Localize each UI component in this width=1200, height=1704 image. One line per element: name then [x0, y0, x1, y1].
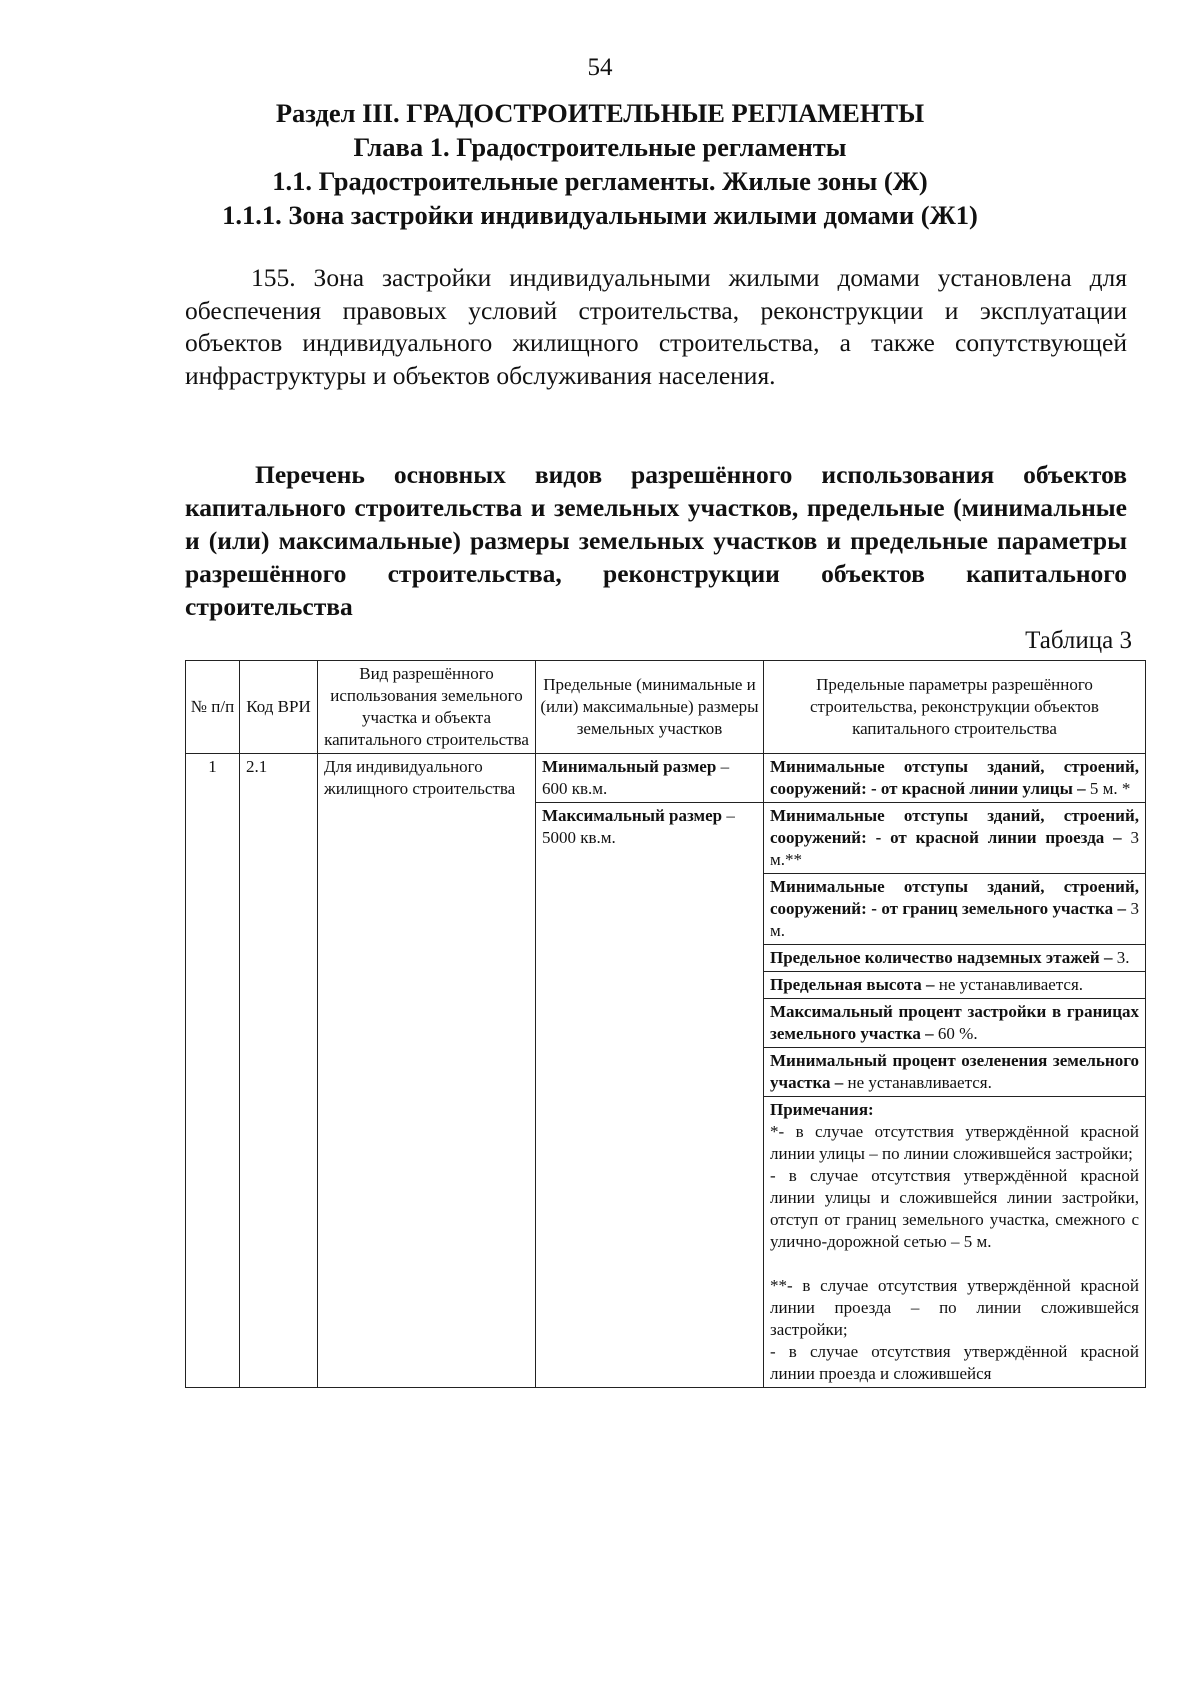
table-row — [186, 754, 1146, 803]
header-code: Код ВРИ — [240, 661, 318, 754]
regulations-table — [185, 660, 1146, 1388]
header-parameters: Предельные параметры разрешённого строительства, реконструкции объектов капитального строительства — [764, 661, 1146, 754]
cell-param-height: Предельная высота – не устанавливается. — [764, 972, 1146, 999]
header-usage-type: Вид разрешённого использования земельного участка и объекта капитального строительства — [318, 661, 536, 754]
cell-number: 1 — [186, 754, 240, 1388]
cell-param-coverage: Максимальный процент застройки в границах земельного участка – 60 %. — [764, 999, 1146, 1048]
section-headings — [0, 96, 1200, 232]
cell-param-setback-passage: Минимальные отступы зданий, строений, сооружений: - от красной линии проезда – 3 м.** — [764, 803, 1146, 874]
cell-size-max: Максимальный размер – 5000 кв.м. — [536, 803, 764, 1388]
note-line: *- в случае отсутствия утверждённой красной линии улицы – по линии сложившейся застройки; — [770, 1122, 1139, 1163]
cell-param-setback-plot: Минимальные отступы зданий, строений, сооружений: - от границ земельного участка – 3 м. — [764, 874, 1146, 945]
section-title: Раздел III. ГРАДОСТРОИТЕЛЬНЫЕ РЕГЛАМЕНТЫ — [275, 98, 925, 128]
header-plot-size: Предельные (минимальные и (или) максимальные) размеры земельных участков — [536, 661, 764, 754]
cell-code: 2.1 — [240, 754, 318, 1388]
cell-param-setback-street: Минимальные отступы зданий, строений, сооружений: - от красной линии улицы – 5 м. * — [764, 754, 1146, 803]
cell-size-min: Минимальный размер – 600 кв.м. — [536, 754, 764, 803]
cell-param-floors: Предельное количество надземных этажей – 3. — [764, 945, 1146, 972]
table-label: Таблица 3 — [1025, 627, 1132, 654]
zone-title: 1.1.1. Зона застройки индивидуальными жилыми домами (Ж1) — [222, 200, 978, 230]
zone-description-paragraph: 155. Зона застройки индивидуальными жилыми домами установлена для обеспечения правовых условий строительства, реконструкции и эксплуатации объектов индивидуального жилищного строительства, а также сопутствующей инфраструктуры и объектов обслуживания населения. — [185, 263, 1127, 390]
table-header-row — [186, 661, 1146, 754]
notes-title: Примечания: — [770, 1100, 874, 1119]
chapter-title: Глава 1. Градостроительные регламенты — [353, 132, 847, 162]
cell-param-greening: Минимальный процент озеленения земельного участка – не устанавливается. — [764, 1048, 1146, 1097]
subsection-title: 1.1. Градостроительные регламенты. Жилые зоны (Ж) — [272, 166, 928, 196]
list-title: Перечень основных видов разрешённого использования объектов капитального строительства и земельных участков, предельные (минимальные и (или) максимальные) размеры земельных участков и предельные параметры разрешённого строительства, реконструкции объектов капитального строительства — [185, 460, 1127, 621]
header-number: № п/п — [186, 661, 240, 754]
note-line: **- в случае отсутствия утверждённой красной линии проезда – по линии сложившейся застройки; — [770, 1276, 1139, 1339]
page-number: 54 — [587, 54, 613, 81]
cell-notes — [764, 1097, 1146, 1388]
note-line: - в случае отсутствия утверждённой красной линии проезда и сложившейся — [770, 1342, 1139, 1383]
note-line: - в случае отсутствия утверждённой красной линии улицы и сложившейся линии застройки, отступ от границ земельного участка, смежного с улично-дорожной сетью – 5 м. — [770, 1166, 1139, 1251]
cell-usage-type: Для индивидуального жилищного строительства — [318, 754, 536, 1388]
